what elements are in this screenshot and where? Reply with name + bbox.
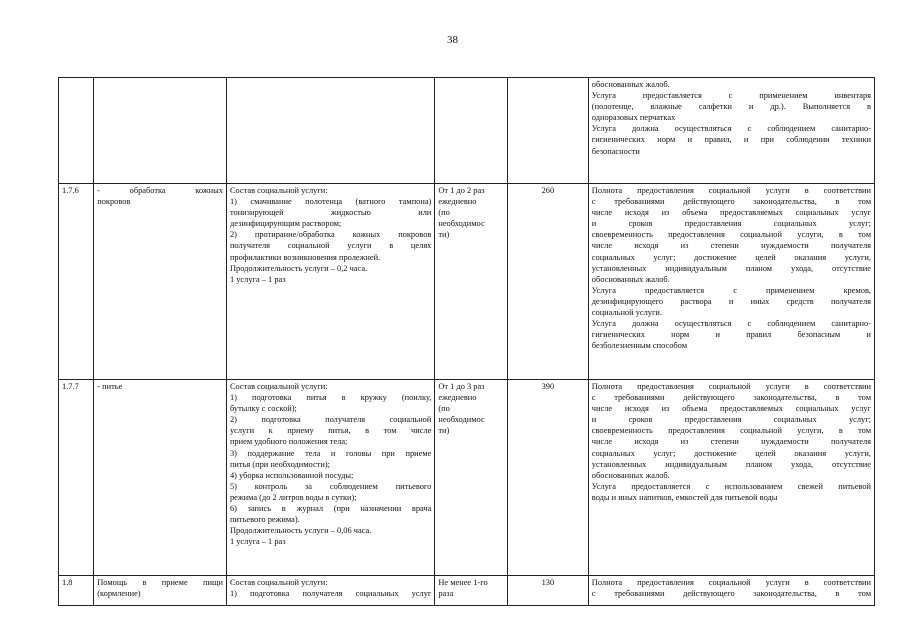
composition-line: 2) подготовка получателя социальной xyxy=(229,415,432,425)
quality-line: Услуга должна осуществляться с соблюдением санитарно- xyxy=(591,124,871,134)
composition-line: прием удобного положения тела; xyxy=(229,437,348,447)
table-row xyxy=(59,78,875,184)
quality-line: безопасности xyxy=(591,146,640,156)
composition-line: профилактики возникновения пролежней. xyxy=(229,252,381,262)
price-cell xyxy=(507,78,588,184)
composition-line: 1 услуга – 1 раз xyxy=(229,537,286,547)
composition-line: Продолжительность услуги – 0,2 часа. xyxy=(229,263,368,273)
composition-line: Состав социальной услуги: xyxy=(229,186,328,195)
service-composition-cell xyxy=(226,184,434,380)
service-name-line: - обработка кожных xyxy=(97,186,223,195)
quality-line: дезинфицирующего раствора и иных средств получателя xyxy=(591,296,871,306)
composition-line: питья (при необходимости); xyxy=(229,459,330,469)
frequency-line: (по xyxy=(438,208,450,218)
row-number-cell xyxy=(59,576,94,606)
frequency-line: От 1 до 2 раз xyxy=(438,186,485,195)
quality-line: Услуга предоставляется с применением кремов, xyxy=(591,285,871,295)
frequency-line: ти) xyxy=(438,426,450,436)
quality-line: Услуга предоставляется с использованием свежей питьевой xyxy=(591,481,871,491)
quality-line: социальных услуг; достижение целей оказания услуги, xyxy=(591,252,871,262)
composition-line: режима (до 2 литров воды в сутки); xyxy=(229,492,357,502)
quality-line: гигиенических норм и правил, и при соблюдении техники xyxy=(591,135,871,145)
page-number: 38 xyxy=(447,34,458,46)
quality-criteria-cell xyxy=(588,78,874,184)
frequency-line: Не менее 1-го xyxy=(438,578,488,587)
composition-line: Продолжительность услуги – 0,06 часа. xyxy=(229,526,372,536)
composition-line: услуги к приему питья, в том числе xyxy=(229,426,432,436)
quality-line: числе исходя из степени нуждаемости получателя xyxy=(591,241,871,251)
quality-line: социальной услуги. xyxy=(591,308,662,318)
price-cell xyxy=(507,184,588,380)
composition-line: тонизирующей жидкостью или xyxy=(229,208,432,218)
frequency-line: ти) xyxy=(438,230,450,240)
service-name-line: Помощь в приеме пищи xyxy=(97,578,223,587)
frequency-cell xyxy=(435,184,508,380)
service-composition-cell xyxy=(226,78,434,184)
service-name-line: покровов xyxy=(97,197,131,207)
frequency-cell xyxy=(435,380,508,576)
quality-line: и сроков предоставления социальных услуг; xyxy=(591,219,871,229)
quality-line: (полотенце, влажные салфетки и др.). Выполняется в xyxy=(591,102,871,112)
frequency-line: ежедневно xyxy=(438,393,477,403)
quality-line: с требованиями действующего законодательства, в том xyxy=(591,393,871,403)
frequency-line: От 1 до 3 раз xyxy=(438,382,485,391)
service-name-line: - питье xyxy=(97,382,123,391)
quality-line: Услуга должна осуществляться с соблюдением санитарно- xyxy=(591,319,871,329)
frequency-line: необходимос xyxy=(438,415,485,425)
price-value: 390 xyxy=(541,382,555,391)
price-value: 260 xyxy=(541,186,555,195)
quality-line: числе исходя из объема предоставляемых социальных услуг xyxy=(591,208,871,218)
composition-line: 1) смачивание полотенца (ватного тампона) xyxy=(229,197,432,207)
quality-line: установленных индивидуальным планом ухода, отсутствие xyxy=(591,263,871,273)
quality-criteria-cell xyxy=(588,184,874,380)
quality-line: одноразовых перчатках xyxy=(591,113,676,123)
service-name-line: (кормление) xyxy=(97,589,141,599)
frequency-cell xyxy=(435,576,508,606)
composition-line: 5) контроль за соблюдением питьевого xyxy=(229,481,432,491)
price-value: 130 xyxy=(541,578,555,587)
composition-line: 2) протирание/обработка кожных покровов xyxy=(229,230,432,240)
composition-line: 4) уборка использованной посуды; xyxy=(229,470,354,480)
service-name-cell xyxy=(94,380,227,576)
row-number-cell xyxy=(59,380,94,576)
quality-criteria-cell xyxy=(588,380,874,576)
composition-line: 6) запись в журнал (при назначении врача xyxy=(229,504,432,514)
quality-line: Полнота предоставления социальной услуги в соответствии xyxy=(591,186,871,195)
composition-line: бутылку с соской); xyxy=(229,404,297,414)
quality-line: своевременность предоставления социальной услуги, в том xyxy=(591,230,871,240)
frequency-line: (по xyxy=(438,404,450,414)
quality-line: своевременность предоставления социальной услуги, в том xyxy=(591,426,871,436)
table-row xyxy=(59,184,875,380)
quality-criteria-cell xyxy=(588,576,874,606)
composition-line: 1) подготовка питья в кружку (поилку, xyxy=(229,393,432,403)
quality-line: обоснованных жалоб. xyxy=(591,274,670,284)
quality-line: гигиенических норм и правил безопасным и xyxy=(591,330,871,340)
quality-line: социальных услуг; достижение целей оказания услуги, xyxy=(591,448,871,458)
row-number-cell xyxy=(59,78,94,184)
quality-line: Полнота предоставления социальной услуги в соответствии xyxy=(591,578,871,587)
quality-line: обоснованных жалоб. xyxy=(591,470,670,480)
quality-line: обоснованных жалоб. xyxy=(591,80,670,89)
service-name-cell xyxy=(94,576,227,606)
composition-line: 1) подготовка получателя социальных услуг xyxy=(229,589,432,599)
row-number: 1.8 xyxy=(62,578,73,587)
quality-line: и сроков предоставления социальных услуг; xyxy=(591,415,871,425)
composition-line: 3) поддержание тела и головы при приеме xyxy=(229,448,432,458)
row-number: 1.7.7 xyxy=(62,382,79,391)
quality-line: числе исходя из степени нуждаемости получателя xyxy=(591,437,871,447)
services-table xyxy=(58,77,875,606)
quality-line: воды и иных напитков, емкостей для питьевой воды xyxy=(591,492,778,502)
price-cell xyxy=(507,576,588,606)
composition-line: 1 услуга – 1 раз xyxy=(229,274,286,284)
frequency-line: необходимос xyxy=(438,219,485,229)
quality-line: с требованиями действующего законодательства, в том xyxy=(591,197,871,207)
quality-line: установленных индивидуальным планом ухода, отсутствие xyxy=(591,459,871,469)
row-number-cell xyxy=(59,184,94,380)
services-table-body xyxy=(59,78,875,606)
table-row xyxy=(59,576,875,606)
composition-line: питьевого режима). xyxy=(229,515,300,525)
frequency-cell xyxy=(435,78,508,184)
composition-line: Состав социальной услуги: xyxy=(229,382,328,391)
service-name-cell xyxy=(94,184,227,380)
service-composition-cell xyxy=(226,576,434,606)
service-name-cell xyxy=(94,78,227,184)
quality-line: числе исходя из объема предоставляемых социальных услуг xyxy=(591,404,871,414)
quality-line: Услуга предоставляется с применением инвентаря xyxy=(591,91,871,101)
price-cell xyxy=(507,380,588,576)
row-number: 1.7.6 xyxy=(62,186,79,195)
quality-line: безболезненным способом xyxy=(591,341,687,351)
frequency-line: раза xyxy=(438,589,454,599)
quality-line: Полнота предоставления социальной услуги в соответствии xyxy=(591,382,871,391)
quality-line: с требованиями действующего законодательства, в том xyxy=(591,589,871,599)
composition-line: Состав социальной услуги: xyxy=(229,578,328,587)
table-row xyxy=(59,380,875,576)
service-composition-cell xyxy=(226,380,434,576)
composition-line: дезинфицирующим раствором; xyxy=(229,219,342,229)
frequency-line: ежедневно xyxy=(438,197,477,207)
composition-line: получателя социальной услуги в целях xyxy=(229,241,432,251)
